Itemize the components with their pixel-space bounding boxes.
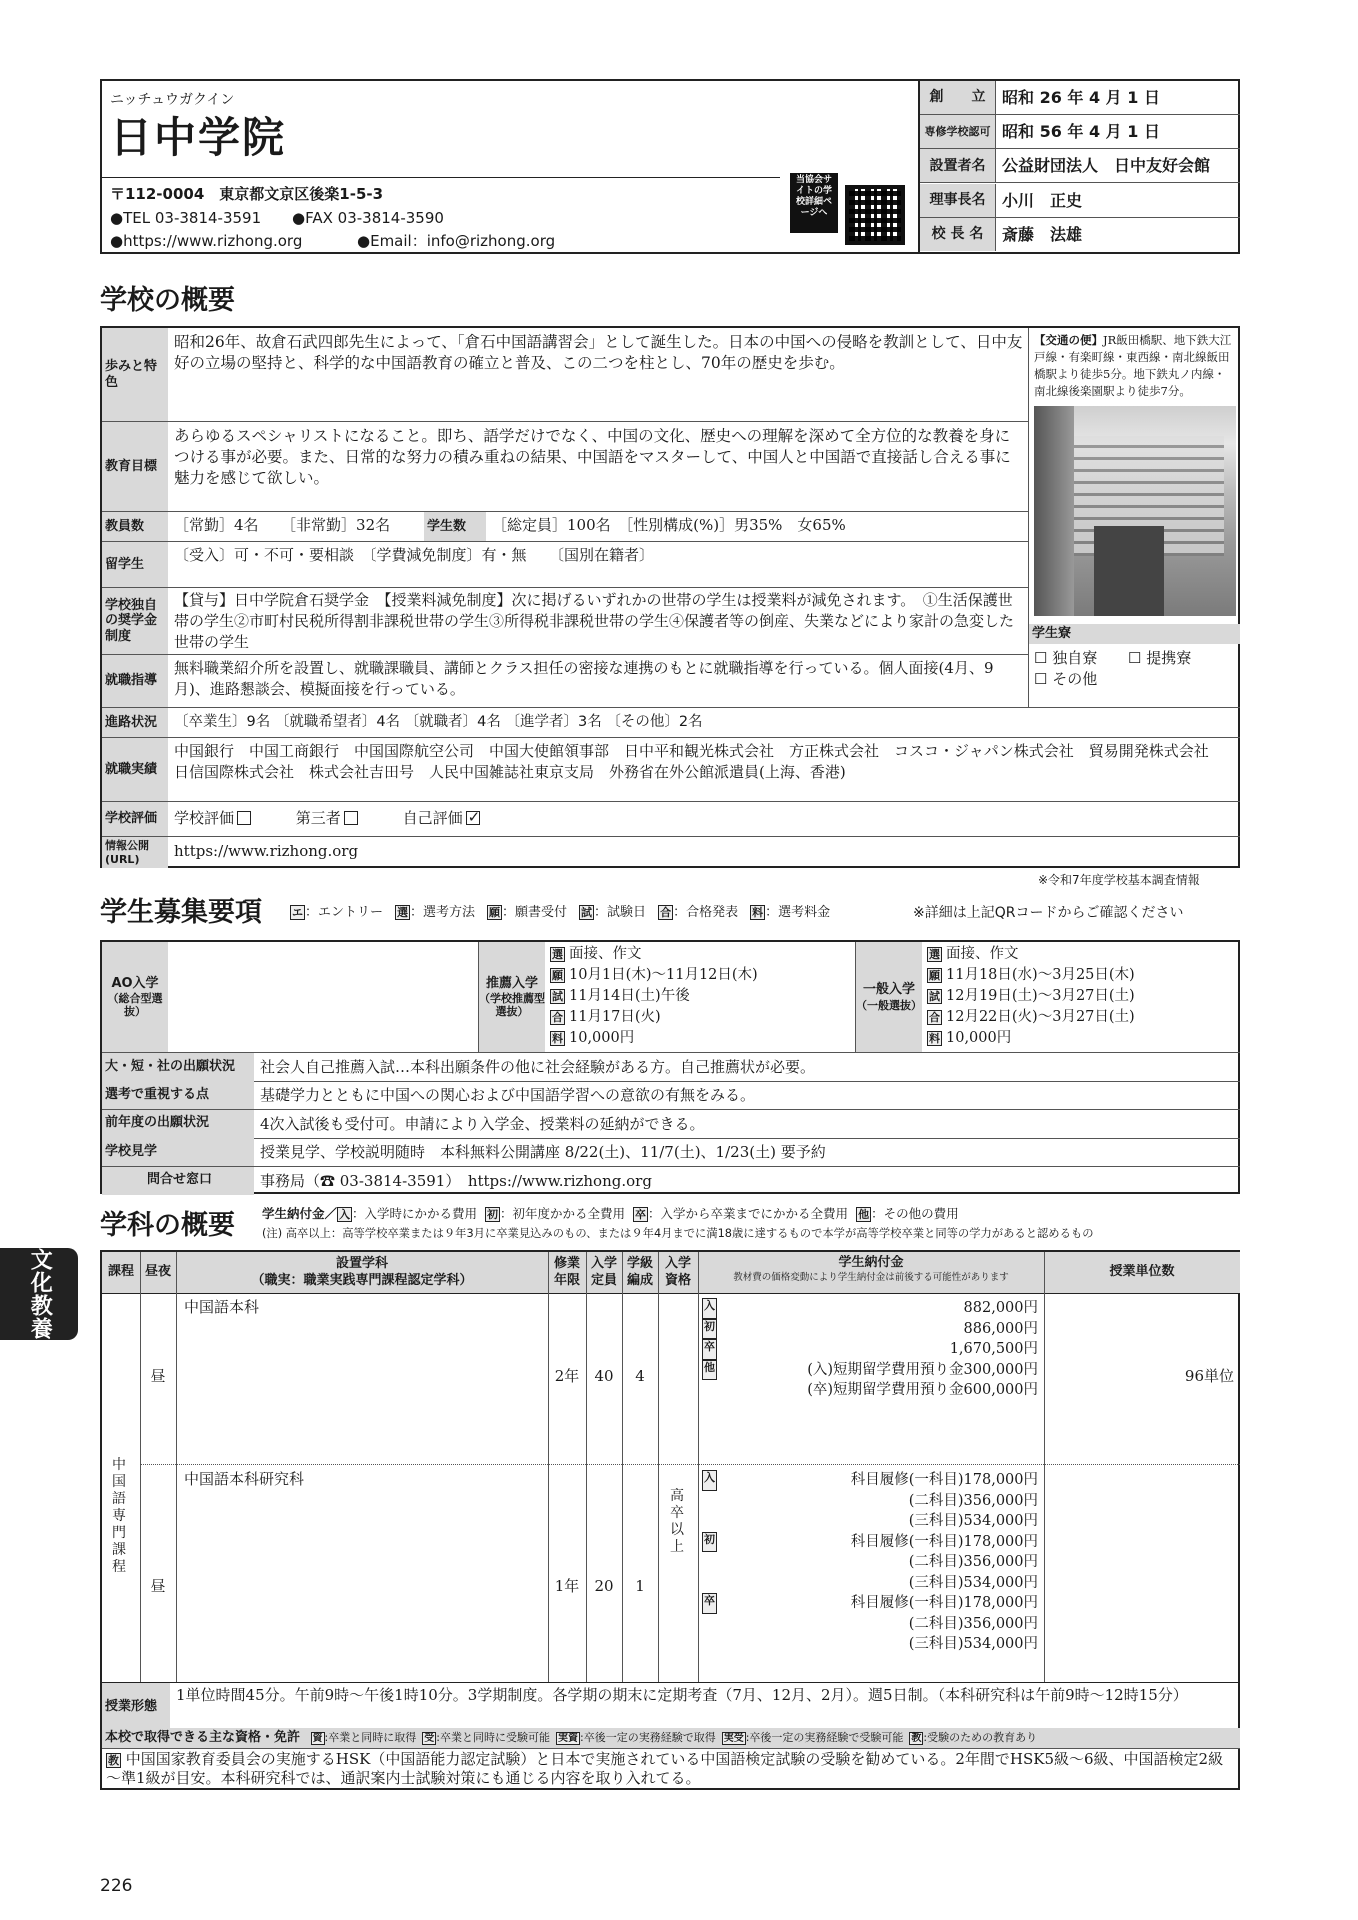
- email-link[interactable]: ●Email：info@rizhong.org: [357, 232, 556, 250]
- survey-note: ※令和7年度学校基本調査情報: [1038, 873, 1200, 887]
- license-legend-text: :卒後一定の実務経験で取得: [579, 1731, 716, 1744]
- goal-label: 教育目標: [102, 422, 168, 511]
- th-time: 昼夜: [144, 1264, 171, 1279]
- schedule-tag: 合: [552, 1011, 563, 1024]
- dept-2-cap: 20: [594, 1577, 614, 1595]
- access-text: JR飯田橋駅、地下鉄大江戸線・有楽町線・東西線・南北線飯田橋駅より徒歩5分。地下鉄丸ノ内線・南北線後楽園駅より徒歩7分。: [1034, 333, 1232, 398]
- schedule-text: 10月1日(木)～11月12日(木): [569, 967, 758, 983]
- legend-item: [579, 905, 646, 920]
- schedule-tag: 願: [929, 969, 940, 982]
- record-label: 就職実績: [102, 738, 168, 801]
- dept-1-name: 中国語本科: [184, 1298, 260, 1316]
- schedule-text: 10,000円: [569, 1030, 635, 1046]
- info-table: [918, 81, 1240, 252]
- dept-1-units: 96単位: [1184, 1367, 1234, 1385]
- schedule-text: 面接、作文: [946, 946, 1019, 962]
- info-value: 斎藤 法雄: [1002, 224, 1083, 244]
- legend-text: ：願書受付: [502, 905, 568, 920]
- schedule-text: 面接、作文: [569, 946, 642, 962]
- license-legend-text: :受験のための教育あり: [923, 1731, 1038, 1744]
- course-name: 中国語専門課程: [112, 1457, 126, 1575]
- schedule-text: 11月18日(水)～3月25日(木): [946, 967, 1135, 983]
- license-legend-item: [722, 1731, 904, 1744]
- eval-third-checkbox[interactable]: 第三者: [296, 809, 358, 827]
- th-cap: 入学定員: [590, 1256, 617, 1288]
- license-box: [100, 1728, 1240, 1790]
- schedule-row: [550, 1007, 850, 1028]
- fee-legend-tag: 卒: [635, 1208, 647, 1221]
- form-label: 授業形態: [102, 1683, 170, 1730]
- th-years: 修業年限: [553, 1256, 580, 1288]
- schedule-row: [927, 965, 1237, 986]
- dept-2-name: 中国語本科研究科: [184, 1470, 305, 1488]
- fee-row: [702, 1614, 1038, 1635]
- fee-group: [702, 1470, 1038, 1532]
- legend-tag: 合: [660, 906, 672, 919]
- dept-1-fees: [702, 1298, 1038, 1401]
- fee-row: [702, 1470, 1038, 1491]
- schedule-text: 12月22日(火)～3月27日(土): [946, 1009, 1135, 1025]
- schedule-tag: 選: [929, 948, 940, 961]
- schedule-tag: 試: [929, 990, 940, 1003]
- schedule-text: 12月19日(土)～3月27日(土): [946, 988, 1135, 1004]
- license-legend-text: :卒業と同時に受験可能: [436, 1731, 550, 1744]
- legend-tag: 料: [752, 906, 764, 919]
- fee-row: [702, 1491, 1038, 1512]
- sui-details: [550, 944, 850, 1049]
- fee-tag: 初: [702, 1532, 717, 1553]
- overview-box: [100, 326, 1240, 868]
- job-text: 無料職業紹介所を設置し、就職課職員、講師とクラス担任の密接な連携のもとに就職指導を行っている。個人面接(4月、9月)、進路懇談会、模擬面接を行っている。: [174, 659, 994, 698]
- schedule-tag: 料: [929, 1032, 940, 1045]
- students-label: 学生数: [424, 512, 486, 541]
- license-legend-tag: 実資: [557, 1733, 578, 1744]
- fee-row: [702, 1573, 1038, 1594]
- th-classes: 学級編成: [626, 1256, 653, 1288]
- legend-tag: 試: [581, 906, 593, 919]
- fee-legend-text: ：その他の費用: [871, 1206, 959, 1221]
- header-divider: [102, 177, 780, 178]
- schedule-tag: 合: [929, 1011, 940, 1024]
- access-label: 【交通の便】: [1034, 333, 1103, 347]
- fee-legend-tag: 他: [858, 1208, 870, 1221]
- dorm-partner-checkbox[interactable]: ☐ 提携寮: [1128, 649, 1192, 667]
- recruit-row-label: 選考で重視する点: [102, 1081, 254, 1109]
- license-legend-tag: 受: [424, 1733, 435, 1744]
- dept-2-years: 1年: [554, 1577, 580, 1595]
- legend-tag: 選: [397, 906, 409, 919]
- dept-2-fees: [702, 1470, 1038, 1655]
- legend-text: ：選考料金: [765, 905, 831, 920]
- fee-group: [702, 1532, 1038, 1594]
- fee-row: [702, 1380, 1038, 1401]
- recruit-row-text: 社会人自己推薦入試…本科出願条件の他に社会経験がある方。自己推薦状が必要。: [260, 1058, 816, 1076]
- schedule-row: [927, 1028, 1237, 1049]
- dorm-own-checkbox[interactable]: ☐ 独自寮: [1034, 649, 1098, 667]
- license-legend-tag: 資: [312, 1733, 323, 1744]
- school-header: [100, 79, 1240, 254]
- fee-row: [702, 1360, 1038, 1381]
- schedule-tag: 試: [552, 990, 563, 1003]
- info-row: [920, 81, 1240, 115]
- license-legend-text: :卒業と同時に取得: [324, 1731, 417, 1744]
- schedule-text: 10,000円: [946, 1030, 1012, 1046]
- access-info: [1034, 332, 1236, 400]
- qr-label: 当協会サイトの学校詳細ページへ: [790, 173, 838, 233]
- legend-tag: エ: [292, 906, 303, 919]
- website-link[interactable]: ●https://www.rizhong.org: [110, 232, 303, 250]
- license-legend-text: :卒後一定の実務経験で受験可能: [745, 1731, 904, 1744]
- info-label: 設置者名: [920, 149, 996, 182]
- license-text: 教 中国国家教育委員会の実施するHSK（中国語能力認定試験）と日本で実施されている中国語検定試験の受験を勧めている。2年間でHSK5級～6級、中国語検定2級～準1級が目安。本科研究科では、通訳案内士試験対策にも通じる内容を取り入れてる。: [106, 1750, 1224, 1787]
- schedule-tag: 選: [552, 948, 563, 961]
- info-value: 公益財団法人 日中友好会館: [1002, 156, 1211, 176]
- license-legend-tag: 教: [911, 1733, 922, 1744]
- goal-text: あらゆるスペシャリストになること。即ち、語学だけでなく、中国の文化、歴史への理解を深めて全方位的な教養を身につける事が必要。また、日常的な努力の積み重ねの結果、中国語をマスターして、中国人と中国語で直接話し合える事に魅力を感じて欲しい。: [174, 427, 1011, 487]
- license-legend-item: [909, 1731, 1037, 1744]
- recruit-row-text[interactable]: 事務局（☎ 03-3814-3591） https://www.rizhong.org: [260, 1171, 652, 1190]
- legend-item: [395, 905, 475, 920]
- recruit-row-text: 授業見学、学校説明随時 本科無料公開講座 8/22(土)、11/7(土)、1/23(土) 要予約: [260, 1143, 826, 1162]
- eval-self-checkbox[interactable]: 自己評価✓: [403, 809, 480, 827]
- dept-1-classes: 4: [635, 1367, 645, 1385]
- fee-amount: (三科目)534,000円: [908, 1574, 1038, 1591]
- disclosure-url[interactable]: https://www.rizhong.org: [174, 842, 359, 860]
- fee-legend: [262, 1206, 967, 1222]
- schedule-tag: 料: [552, 1032, 563, 1045]
- fee-row: [702, 1593, 1038, 1614]
- fee-amount: 科目履修(一科目)178,000円: [850, 1533, 1038, 1550]
- qr-code-icon[interactable]: [845, 185, 905, 245]
- form-text: 1単位時間45分。午前9時～午後1時10分。3学期制度。各学期の期末に定期考査（7月、12月、2月）。週5日制。（本科研究科は午前9時～12時15分）: [176, 1686, 1188, 1704]
- recruit-legend-note: ※詳細は上記QRコードからご確認ください: [913, 905, 1184, 921]
- schedule-text: 11月17日(火): [569, 1009, 661, 1025]
- info-label: 創 立: [920, 81, 996, 114]
- fee-tag: 卒: [702, 1593, 717, 1614]
- legend-text: ：試験日: [594, 905, 647, 920]
- fee-legend-text: ：初年度かかる全費用: [500, 1206, 626, 1221]
- schedule-row: [550, 944, 850, 965]
- info-row: [920, 115, 1240, 149]
- legend-tag: 願: [489, 906, 501, 919]
- schedule-row: [927, 986, 1237, 1007]
- info-row: [920, 184, 1240, 218]
- schedule-row: [550, 965, 850, 986]
- recruit-row-label: 前年度の出願状況: [102, 1110, 254, 1138]
- school-kana: ニッチュウガクイン: [110, 92, 235, 108]
- fee-row: [702, 1634, 1038, 1655]
- recruit-row-label: 問合せ窓口: [102, 1167, 254, 1195]
- info-label: 校 長 名: [920, 218, 996, 251]
- dept-2-time: 昼: [150, 1577, 166, 1595]
- fee-group: [702, 1593, 1038, 1655]
- schedule-row: [927, 1007, 1237, 1028]
- fee-legend-item: [485, 1206, 625, 1221]
- fee-tag: 卒: [702, 1339, 717, 1360]
- info-label: 専修学校認可: [920, 115, 996, 148]
- dorm-options: [1034, 648, 1238, 690]
- fee-legend-tag: 初: [487, 1208, 499, 1221]
- scholarship-text: 【貸与】日中学院倉石奨学金 【授業料減免制度】次に掲げるいずれかの世帯の学生は授業料が減免されます。 ①生活保護世帯の学生②市町村民税所得割非課税世帯の学生③所得税非課税世帯の学生④保護者等の倒産、失業などにより家計の急変した世帯の学生: [174, 591, 1015, 651]
- intl-label: 留学生: [102, 542, 168, 587]
- recruit-title: 学生募集要項: [100, 897, 262, 928]
- school-photo: [1034, 406, 1236, 616]
- license-header: 本校で取得できる主な資格・免許 資 :卒業と同時に取得 受 :卒業と同時に受験可能 実資 :卒後一定の実務経験で取得 実受 :卒後一定の実務経験で受験可能 教 :受験のための教育あり: [102, 1728, 1240, 1748]
- legend-item: [658, 905, 738, 920]
- fee-legend-item: [856, 1206, 959, 1221]
- th-dept: 設置学科 （職実：職業実践専門課程認定学科）: [251, 1256, 473, 1288]
- fee-amount: (二科目)356,000円: [908, 1615, 1038, 1632]
- fee-row: [702, 1319, 1038, 1340]
- courses-title: 学科の概要: [100, 1210, 235, 1241]
- tel: ●TEL 03-3814-3591: [110, 209, 262, 227]
- fee-legend-item: [633, 1206, 848, 1221]
- dept-2-classes: 1: [635, 1577, 645, 1595]
- schedule-row: [550, 1028, 850, 1049]
- fee-amount: (三科目)534,000円: [908, 1636, 1038, 1652]
- recruit-row-text: 4次入試後も受付可。申請により入学金、授業料の延納ができる。: [260, 1114, 705, 1133]
- license-legend-item: [556, 1731, 716, 1744]
- fee-row: [702, 1532, 1038, 1553]
- eval-label: 学校評価: [102, 802, 168, 836]
- fee-legend-text: ：入学時にかかる費用: [352, 1206, 478, 1221]
- staff-text: ［常勤］4名 ［非常勤］32名: [174, 516, 391, 534]
- history-label: 歩みと特色: [102, 328, 168, 421]
- gen-label: 一般入学 （一般選抜）: [856, 942, 922, 1052]
- fax: ●FAX 03-3814-3590: [292, 209, 444, 227]
- legend-text: ：合格発表: [673, 905, 739, 920]
- job-label: 就職指導: [102, 655, 168, 707]
- dept-1-cap: 40: [594, 1367, 614, 1385]
- info-value: 昭和 26 年 4 月 1 日: [1002, 88, 1160, 107]
- fee-tag: 入: [702, 1298, 717, 1319]
- fee-legend-title: 学生納付金／: [262, 1206, 338, 1221]
- staff-label: 教員数: [102, 512, 168, 541]
- fee-tag: 入: [702, 1470, 717, 1491]
- fee-amount: (二科目)356,000円: [908, 1492, 1038, 1509]
- fee-row: [702, 1552, 1038, 1573]
- info-row: [920, 218, 1240, 252]
- qualification-note: (注) 高卒以上：高等学校卒業または９年3月に卒業見込みのもの、または９年4月までに満18歳に達するもので本学が高等学校卒業と同等の学力があると認めるもの: [262, 1227, 1094, 1240]
- recruit-legend: [290, 905, 842, 922]
- th-units: 授業単位数: [1109, 1264, 1175, 1279]
- license-legend-item: [422, 1731, 550, 1744]
- fee-row: [702, 1298, 1038, 1319]
- school-name: 日中学院: [110, 113, 287, 162]
- fee-amount: 科目履修(一科目)178,000円: [850, 1472, 1038, 1488]
- legend-item: [750, 905, 830, 920]
- dorm-other-checkbox[interactable]: ☐ その他: [1034, 670, 1098, 688]
- schedule-tag: 願: [552, 969, 563, 982]
- info-row: [920, 149, 1240, 183]
- license-tag: 教: [108, 1754, 119, 1767]
- fee-tag: 初: [702, 1319, 717, 1340]
- fee-amount: 科目履修(一科目)178,000円: [850, 1595, 1038, 1611]
- legend-item: [290, 905, 383, 920]
- overview-title: 学校の概要: [100, 285, 235, 316]
- dept-1-time: 昼: [150, 1367, 166, 1385]
- page-number: 226: [100, 1876, 133, 1896]
- intl-text: 〔受入〕可・不可・要相談 〔学費減免制度〕有・無 〔国別在籍者〕: [174, 546, 655, 564]
- postal-address: 〒112-0004 東京都文京区後楽1-5-3: [110, 185, 384, 203]
- record-text: 中国銀行 中国工商銀行 中国国際航空公司 中国大使館領事部 日中平和観光株式会社 方正株式会社 コスコ・ジャパン株式会社 貿易開発株式会社 日信国際株式会社 株式会社吉田号 人民中国雑誌社東京支局 外務省在外公館派遣員(上海、香港): [174, 742, 1224, 781]
- info-label: 理事長名: [920, 184, 996, 217]
- dept-1-years: 2年: [554, 1367, 580, 1385]
- fee-amount: (二科目)356,000円: [908, 1554, 1038, 1570]
- path-text: 〔卒業生〕9名 〔就職希望者〕4名 〔就職者〕4名 〔進学者〕3名 〔その他〕2名: [174, 714, 703, 730]
- fee-amount: (三科目)534,000円: [908, 1513, 1038, 1529]
- recruit-row-text: 基礎学力とともに中国への関心および中国語学習への意欲の有無をみる。: [260, 1086, 756, 1105]
- legend-item: [487, 905, 567, 920]
- sui-label: 推薦入学 （学校推薦型選抜）: [479, 942, 545, 1052]
- license-legend-tag: 実受: [723, 1733, 744, 1744]
- fee-legend-text: ：入学から卒業までにかかる全費用: [648, 1206, 849, 1221]
- ao-label: AO入学 （総合型選抜）: [102, 942, 168, 1052]
- eval-items: [174, 809, 674, 829]
- info-value: 昭和 56 年 4 月 1 日: [1002, 122, 1160, 142]
- legend-text: ：選考方法: [410, 905, 476, 920]
- fee-amount: (卒)短期留学費用預り金600,000円: [807, 1382, 1038, 1398]
- path-label: 進路状況: [102, 708, 168, 737]
- fee-amount: 882,000円: [963, 1300, 1038, 1316]
- fee-legend-item: [337, 1206, 477, 1221]
- fee-row: [702, 1339, 1038, 1360]
- eval-school-checkbox[interactable]: 学校評価: [174, 809, 251, 827]
- fee-amount: 1,670,500円: [949, 1341, 1038, 1357]
- th-course: 課程: [107, 1264, 134, 1279]
- side-tab[interactable]: 文化教養: [0, 1248, 78, 1340]
- courses-box: [100, 1250, 1240, 1730]
- fee-row: [702, 1511, 1038, 1532]
- schedule-row: [927, 944, 1237, 965]
- license-legend-item: [311, 1731, 417, 1744]
- fee-amount: (入)短期留学費用預り金300,000円: [807, 1361, 1038, 1378]
- schedule-text: 11月14日(土)午後: [569, 988, 690, 1004]
- dorm-label: 学生寮: [1029, 624, 1240, 644]
- info-value: 小川 正史: [1002, 190, 1083, 210]
- legend-text: ：エントリー: [305, 905, 384, 920]
- qualification: 高卒以上: [670, 1488, 684, 1555]
- recruit-box: [100, 940, 1240, 1194]
- fee-amount: 886,000円: [963, 1320, 1038, 1337]
- scholarship-label: 学校独自の奨学金制度: [102, 588, 168, 654]
- recruit-row-label: 学校見学: [102, 1138, 254, 1166]
- history-text: 昭和26年、故倉石武四郎先生によって、「倉石中国語講習会」として誕生した。日本の中国への侵略を教訓として、日中友好の立場の堅持と、科学的な中国語教育の確立と普及、この二つを柱とし、70年の歴史を歩む。: [174, 333, 1023, 372]
- gen-details: [927, 944, 1237, 1049]
- th-fee: 学生納付金 教材費の価格変動により学生納付金は前後する可能性があります: [733, 1255, 1009, 1283]
- th-qual: 入学資格: [664, 1256, 691, 1288]
- fee-tag: 他: [702, 1360, 717, 1381]
- recruit-row-label: 大・短・社の出願状況: [102, 1053, 254, 1081]
- url-label: 情報公開(URL): [102, 837, 168, 868]
- students-text: ［総定員］100名 ［性別構成(%)］男35% 女65%: [492, 516, 846, 534]
- schedule-row: [550, 986, 850, 1007]
- fee-legend-tag: 入: [339, 1208, 351, 1221]
